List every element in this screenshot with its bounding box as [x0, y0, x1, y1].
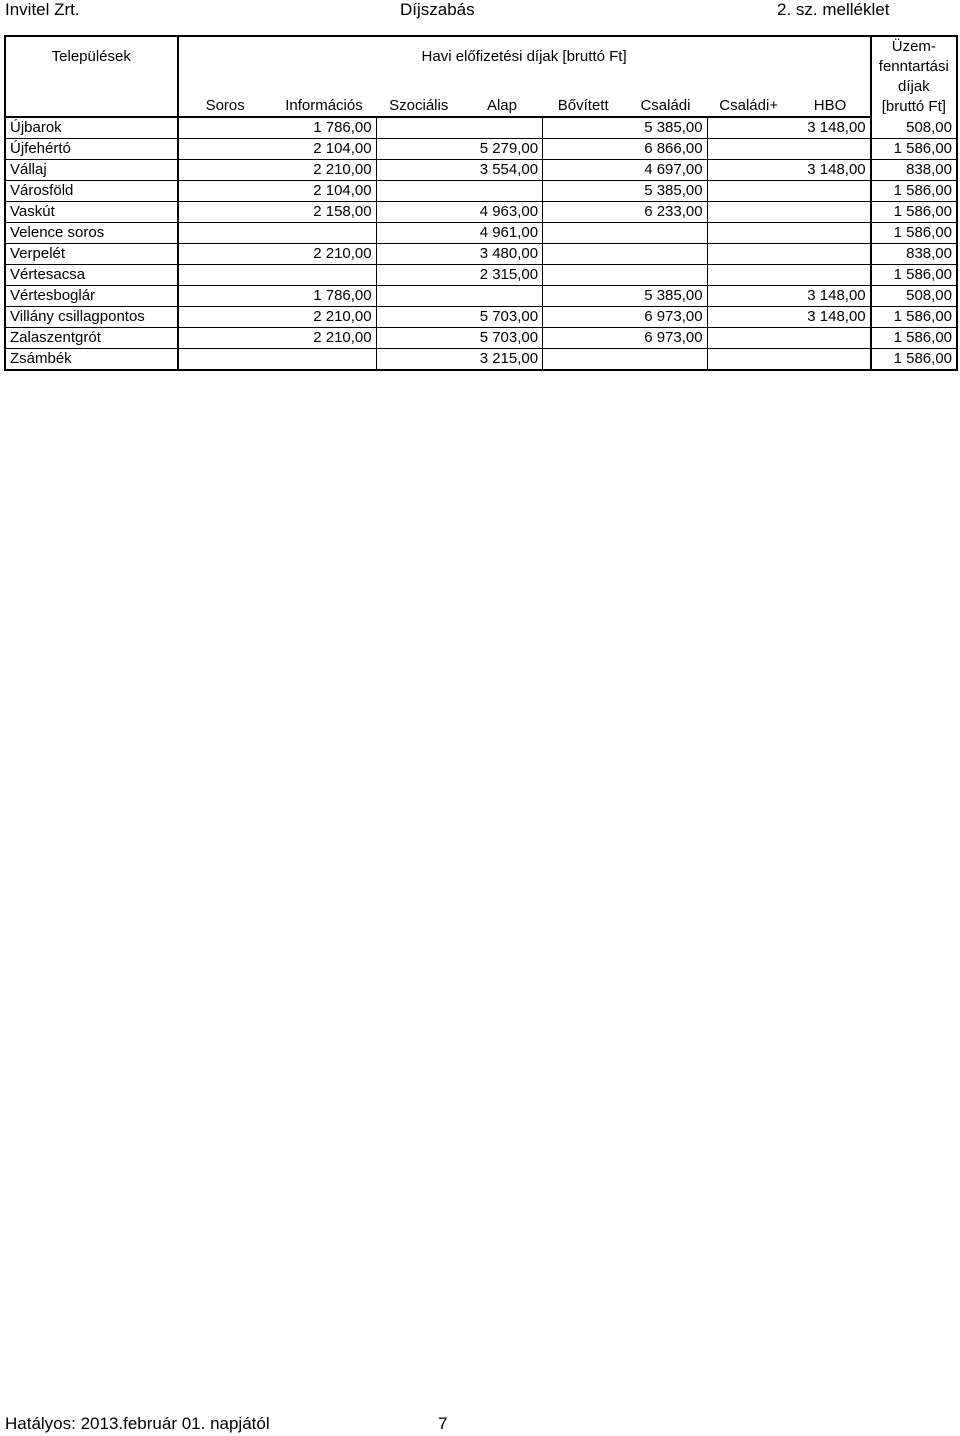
fee-cell-csal-di- [707, 160, 790, 181]
table-row [5, 328, 957, 349]
fee-cell-soros [178, 117, 272, 139]
header-row-1 [5, 36, 957, 77]
fee-cell-hbo [790, 244, 870, 265]
fee-cell-csal-di: 5 385,00 [624, 286, 707, 307]
fee-cell-csal-di- [707, 223, 790, 244]
monthly-fees-header: Havi előfizetési díjak [bruttó Ft] [178, 36, 871, 77]
settlement-name: Vértesacsa [5, 265, 178, 286]
fee-cell-szoci-lis [376, 181, 461, 202]
fee-cell-alap: 4 961,00 [461, 223, 542, 244]
document-title: Díjszabás [400, 0, 475, 19]
fee-cell-inform-ci-s: 2 210,00 [272, 244, 376, 265]
settlement-name: Vaskút [5, 202, 178, 223]
table-row [5, 244, 957, 265]
effective-date: Hatályos: 2013.február 01. napjától [5, 1414, 270, 1433]
fee-cell-b-v-tett [543, 202, 624, 223]
fee-cell-csal-di: 6 973,00 [624, 307, 707, 328]
fee-cell-b-v-tett [543, 307, 624, 328]
fee-cell-hbo [790, 349, 870, 371]
fee-cell-inform-ci-s: 2 210,00 [272, 307, 376, 328]
settlement-name: Villány csillagpontos [5, 307, 178, 328]
fee-cell-soros [178, 265, 272, 286]
fee-cell-csal-di- [707, 117, 790, 139]
fee-cell-hbo: 3 148,00 [790, 117, 870, 139]
table-row [5, 160, 957, 181]
settlement-name: Újfehértó [5, 139, 178, 160]
maintenance-fee-cell: 838,00 [871, 244, 957, 265]
fee-cell-alap: 5 703,00 [461, 307, 542, 328]
page-number: 7 [438, 1414, 448, 1433]
fee-cell-b-v-tett [543, 328, 624, 349]
fee-cell-soros [178, 307, 272, 328]
table-row [5, 223, 957, 244]
fee-cell-inform-ci-s: 2 104,00 [272, 181, 376, 202]
fee-cell-csal-di: 6 866,00 [624, 139, 707, 160]
column-header: Szociális [376, 77, 461, 118]
fee-cell-soros [178, 244, 272, 265]
fee-cell-inform-ci-s [272, 265, 376, 286]
table-row [5, 349, 957, 371]
fee-cell-b-v-tett [543, 223, 624, 244]
fee-cell-csal-di: 5 385,00 [624, 117, 707, 139]
fee-cell-csal-di: 6 973,00 [624, 328, 707, 349]
maintenance-fee-cell: 1 586,00 [871, 139, 957, 160]
column-header: Családi+ [707, 77, 790, 118]
annex-label: 2. sz. melléklet [777, 0, 890, 19]
fee-cell-csal-di- [707, 202, 790, 223]
settlements-header: Települések [5, 36, 178, 77]
fee-cell-csal-di- [707, 139, 790, 160]
fee-cell-hbo [790, 202, 870, 223]
column-header: Információs [272, 77, 376, 118]
fee-cell-alap: 3 554,00 [461, 160, 542, 181]
fee-cell-inform-ci-s: 2 210,00 [272, 328, 376, 349]
fee-cell-soros [178, 202, 272, 223]
fee-cell-alap: 3 480,00 [461, 244, 542, 265]
fee-cell-alap: 2 315,00 [461, 265, 542, 286]
fee-cell-b-v-tett [543, 139, 624, 160]
fee-cell-szoci-lis [376, 349, 461, 371]
settlement-name: Velence soros [5, 223, 178, 244]
fee-cell-hbo [790, 223, 870, 244]
fee-cell-alap: 3 215,00 [461, 349, 542, 371]
fee-cell-b-v-tett [543, 244, 624, 265]
settlement-name: Verpelét [5, 244, 178, 265]
fee-cell-csal-di- [707, 349, 790, 371]
settlement-name: Zsámbék [5, 349, 178, 371]
fee-cell-b-v-tett [543, 349, 624, 371]
maintenance-label-line-4: [bruttó Ft] [881, 98, 946, 115]
fee-cell-szoci-lis [376, 286, 461, 307]
fee-cell-szoci-lis [376, 223, 461, 244]
column-header: Alap [461, 77, 542, 118]
fee-cell-hbo [790, 181, 870, 202]
maintenance-label-line-2: fenntartási [878, 58, 949, 75]
fee-cell-soros [178, 286, 272, 307]
table-row [5, 265, 957, 286]
company-name: Invitel Zrt. [5, 0, 80, 19]
table-row [5, 181, 957, 202]
fee-table [4, 35, 958, 371]
fee-cell-soros [178, 181, 272, 202]
header-row-2 [5, 77, 957, 118]
maintenance-fee-cell: 508,00 [871, 286, 957, 307]
fee-cell-szoci-lis [376, 139, 461, 160]
fee-cell-alap [461, 181, 542, 202]
page-footer [0, 1413, 960, 1435]
maintenance-fee-header [871, 36, 957, 117]
fee-cell-alap [461, 117, 542, 139]
maintenance-fee-cell: 1 586,00 [871, 265, 957, 286]
fee-cell-hbo: 3 148,00 [790, 160, 870, 181]
fee-cell-inform-ci-s: 1 786,00 [272, 117, 376, 139]
fee-cell-csal-di: 4 697,00 [624, 160, 707, 181]
fee-cell-inform-ci-s: 1 786,00 [272, 286, 376, 307]
fee-cell-inform-ci-s: 2 104,00 [272, 139, 376, 160]
fee-cell-szoci-lis [376, 307, 461, 328]
fee-cell-hbo [790, 139, 870, 160]
fee-cell-szoci-lis [376, 160, 461, 181]
fee-cell-alap: 5 279,00 [461, 139, 542, 160]
fee-cell-inform-ci-s: 2 158,00 [272, 202, 376, 223]
fee-cell-soros [178, 328, 272, 349]
maintenance-fee-cell: 1 586,00 [871, 328, 957, 349]
maintenance-label-line-3: díjak [897, 78, 930, 95]
column-header: Családi [624, 77, 707, 118]
settlement-name: Vállaj [5, 160, 178, 181]
fee-cell-csal-di- [707, 307, 790, 328]
column-header: HBO [790, 77, 870, 118]
fee-cell-csal-di- [707, 286, 790, 307]
fee-cell-hbo: 3 148,00 [790, 307, 870, 328]
fee-cell-csal-di- [707, 328, 790, 349]
column-header: Soros [178, 77, 272, 118]
fee-cell-csal-di [624, 244, 707, 265]
fee-cell-soros [178, 160, 272, 181]
fee-cell-csal-di [624, 265, 707, 286]
fee-cell-hbo [790, 265, 870, 286]
fee-cell-b-v-tett [543, 265, 624, 286]
fee-cell-hbo: 3 148,00 [790, 286, 870, 307]
fee-cell-b-v-tett [543, 160, 624, 181]
fee-cell-alap [461, 286, 542, 307]
fee-cell-csal-di- [707, 181, 790, 202]
fee-cell-csal-di [624, 223, 707, 244]
fee-cell-b-v-tett [543, 286, 624, 307]
fee-cell-alap: 5 703,00 [461, 328, 542, 349]
fee-cell-szoci-lis [376, 328, 461, 349]
fee-cell-csal-di: 6 233,00 [624, 202, 707, 223]
table-row [5, 286, 957, 307]
page-header [0, 0, 960, 22]
fee-cell-csal-di- [707, 244, 790, 265]
fee-cell-b-v-tett [543, 117, 624, 139]
settlement-name: Vértesboglár [5, 286, 178, 307]
fee-cell-szoci-lis [376, 244, 461, 265]
table-row [5, 202, 957, 223]
fee-cell-szoci-lis [376, 265, 461, 286]
fee-cell-inform-ci-s: 2 210,00 [272, 160, 376, 181]
settlements-header-spacer [5, 77, 178, 118]
settlement-name: Városföld [5, 181, 178, 202]
fee-cell-inform-ci-s [272, 349, 376, 371]
maintenance-fee-cell: 1 586,00 [871, 223, 957, 244]
fee-cell-szoci-lis [376, 117, 461, 139]
settlement-name: Újbarok [5, 117, 178, 139]
fee-cell-csal-di [624, 349, 707, 371]
fee-cell-inform-ci-s [272, 223, 376, 244]
fee-cell-hbo [790, 328, 870, 349]
fee-cell-szoci-lis [376, 202, 461, 223]
column-header: Bővített [543, 77, 624, 118]
maintenance-fee-cell: 1 586,00 [871, 181, 957, 202]
fee-cell-soros [178, 223, 272, 244]
maintenance-fee-cell: 1 586,00 [871, 349, 957, 371]
maintenance-fee-cell: 1 586,00 [871, 307, 957, 328]
table-row [5, 307, 957, 328]
fee-cell-b-v-tett [543, 181, 624, 202]
fee-cell-soros [178, 139, 272, 160]
settlement-name: Zalaszentgrót [5, 328, 178, 349]
maintenance-fee-cell: 1 586,00 [871, 202, 957, 223]
table-row [5, 139, 957, 160]
maintenance-fee-cell: 838,00 [871, 160, 957, 181]
maintenance-label-line-1: Üzem- [891, 38, 936, 55]
maintenance-fee-cell: 508,00 [871, 117, 957, 139]
fee-cell-alap: 4 963,00 [461, 202, 542, 223]
fee-cell-csal-di- [707, 265, 790, 286]
fee-cell-soros [178, 349, 272, 371]
fee-cell-csal-di: 5 385,00 [624, 181, 707, 202]
table-row [5, 117, 957, 139]
